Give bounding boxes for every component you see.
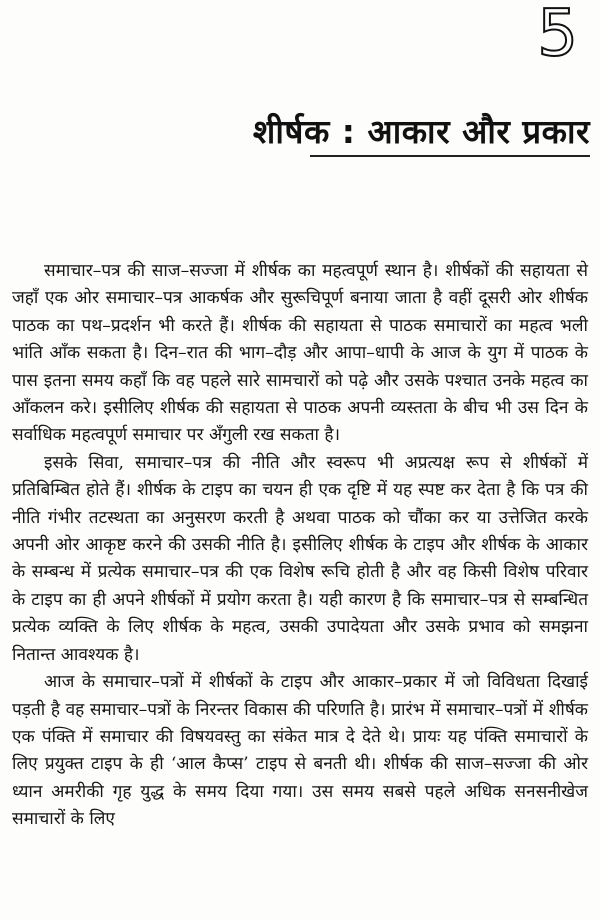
paragraph: समाचार–पत्र की साज–सज्जा में शीर्षक का महत्वपूर्ण स्थान है। शीर्षकों की सहायता से जहाँ एक ओर समाचार–पत्र आकर्षक और सुरूचिपूर्ण बनाया जाता है वहीं दूसरी ओर शीर्षक पाठक का पथ–प्रदर्शन भी करते हैं। शीर्षक की सहायता से पाठक समाचारों का महत्व भली भांति आँक सकता है। दिन–रात की भाग–दौड़ और आपा–धापी के आज के युग में पाठक के पास इतना समय कहाँ कि वह पहले सारे सामचारों को पढ़े और उसके पश्चात उनके महत्व का आँकलन करे। इसीलिए शीर्षक की सहायता से पाठक अपनी व्यस्तता के बीच भी उस दिन के सर्वाधिक महत्वपूर्ण समाचार पर अँगुली रख सकता है।	[12, 261, 588, 446]
paragraph: आज के समाचार–पत्रों में शीर्षकों के टाइप और आकार–प्रकार में जो विविधता दिखाई पड़ती है वह समाचार–पत्रों के निरन्तर विकास की परिणति है। प्रारंभ में समाचार–पत्रों में शीर्षक एक पंक्ति में समाचार की विषयवस्तु का संकेत मात्र दे देते थे। प्रायः यह पंक्ति समाचारों के लिए प्रयुक्त टाइप के ही ‘आल कैप्स’ टाइप से बनती थी। शीर्षक की साज–सज्जा की ओर ध्यान अमरीकी गृह युद्ध के समय दिया गया। उस समय सबसे पहले अधिक सनसनीखेज समाचारों के लिए	[12, 672, 588, 830]
title-underline	[310, 155, 590, 157]
chapter-title: शीर्षक : आकार और प्रकार	[252, 112, 590, 151]
chapter-number: 5	[537, 0, 578, 71]
body-text	[12, 258, 588, 834]
paragraph: इसके सिवा, समाचार–पत्र की नीति और स्वरूप भी अप्रत्यक्ष रूप से शीर्षकों में प्रतिबिम्बित होते हैं। शीर्षक के टाइप का चयन ही एक दृष्टि में यह स्पष्ट कर देता है कि पत्र की नीति गंभीर तटस्थता का अनुसरण करती है अथवा पाठक को चौंका कर या उत्तेजित करके अपनी ओर आकृष्ट करने की उसकी नीति है। इसीलिए शीर्षक के टाइप और शीर्षक के आकार के सम्बन्ध में प्रत्येक समाचार–पत्र की एक विशेष रूचि होती है और वह किसी विशेष परिवार के टाइप का ही अपने शीर्षकों में प्रयोग करता है। यही कारण है कि समाचार–पत्र से सम्बन्धित प्रत्येक व्यक्ति के लिए शीर्षक के महत्व, उसकी उपादेयता और उसके प्रभाव को समझना नितान्त आवश्यक है।	[12, 452, 588, 665]
